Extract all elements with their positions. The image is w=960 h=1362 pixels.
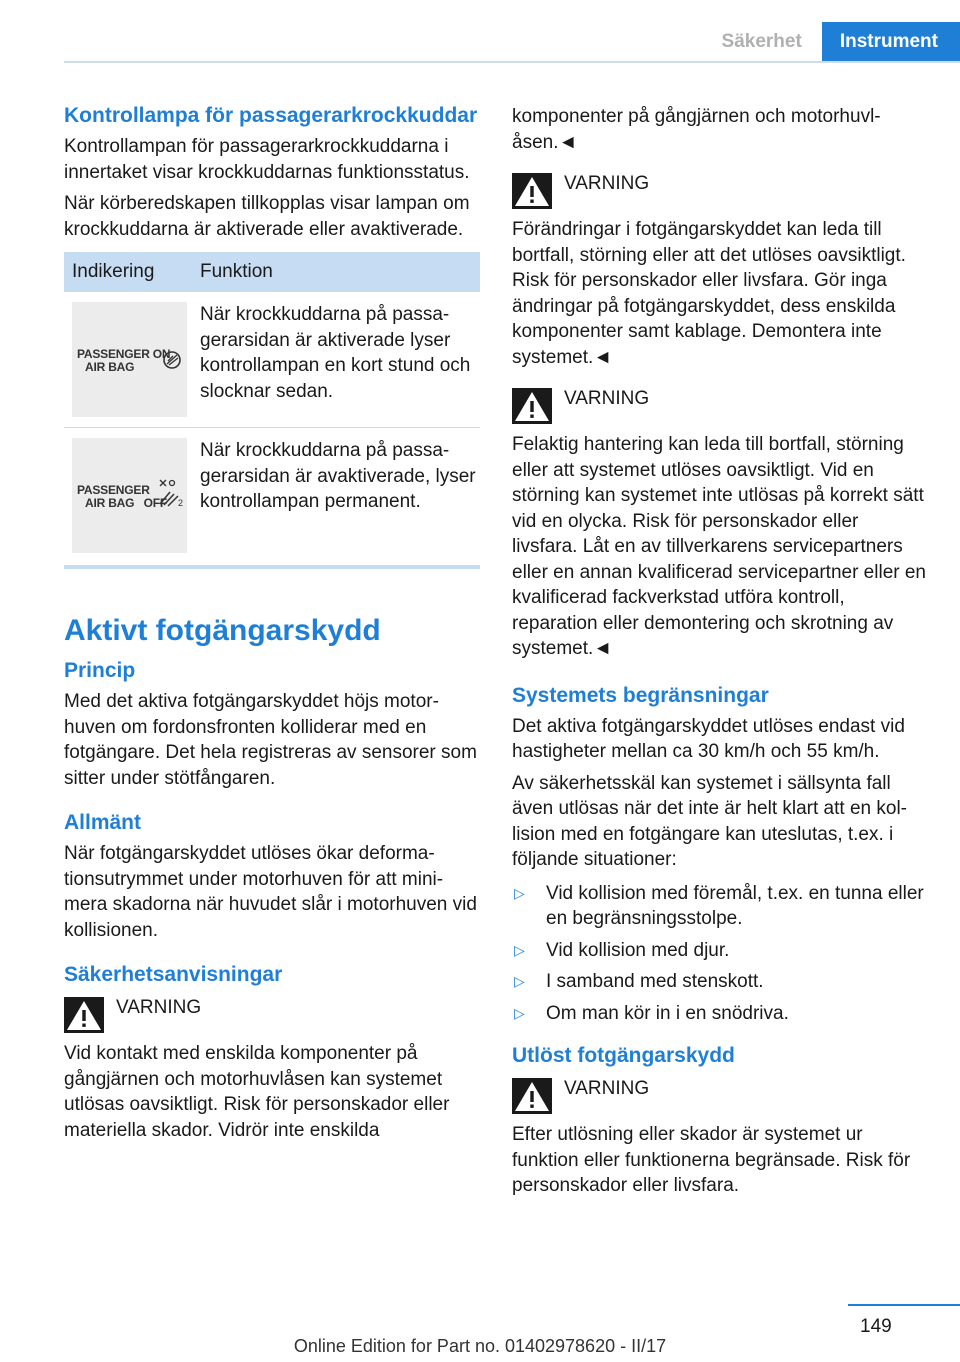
warning-triangle-icon (64, 997, 104, 1033)
paragraph-princip: Med det aktiva fotgängarskyddet höjs motorhuven om fordonsfronten kolliderar med en fotgängare. Det hela registreras av sensorer som sitter under stötfångaren. (64, 691, 477, 789)
indicator-table (64, 252, 480, 569)
bullet-triangle-icon: ▷ (514, 884, 525, 901)
lamp-passenger-airbag-off (72, 438, 187, 553)
bullet-triangle-icon: ▷ (514, 973, 525, 989)
warning-triangle-icon (512, 173, 552, 209)
airbag-on-icon (162, 350, 182, 370)
warning-text-2: Förändringar i fotgängarskyddet kan leda till bortfall, störning eller att det utlöses oavsiktligt. Risk för personskador eller livsfara. Gör inga ändringar på fotgängarskyddet, dess enskilda komponenter samt kablage. Demontera inte systemet.◄ (512, 219, 906, 368)
paragraph-continued: komponenter på gångjärnen och motorhuvlåsen.◄ (512, 106, 881, 153)
paragraph-begransningar-1: Det aktiva fotgängarskyddet utlöses endast vid hastigheter mellan ca 30 km/h och 55 km/h. (512, 715, 905, 762)
lamp-label-line2: AIR BAG (85, 360, 135, 374)
warning-triangle-icon (512, 1078, 552, 1114)
heading-allmant: Allmänt (64, 811, 142, 834)
heading-systemets-begransningar: Systemets begränsningar (512, 683, 769, 707)
warning-block-3 (512, 386, 928, 426)
heading-utlost-fotgangarskydd: Utlöst fotgängarskydd (512, 1044, 735, 1067)
list-item: ▷ Vid kollision med djur. (512, 938, 928, 964)
warning-title: VARNING (116, 997, 202, 1018)
warning-title: VARNING (564, 388, 650, 409)
footer-edition: Online Edition for Part no. 01402978620 - II/17 (293, 1336, 667, 1356)
left-column (64, 104, 480, 1143)
right-column (512, 104, 928, 1199)
list-item: ▷ I samband med stenskott. (512, 969, 928, 995)
lamp-label-line1: PASSENGER ON (77, 347, 171, 361)
bullet-triangle-icon: ▷ (514, 941, 525, 958)
heading-aktivt-fotgangarskydd: Aktivt fotgängarskydd (64, 614, 381, 647)
list-item: ▷ Vid kollision med föremål, t.ex. en tunna eller en begränsningsstolpe. (514, 882, 924, 929)
bullet-triangle-icon: ▷ (514, 1004, 525, 1021)
header-divider (64, 61, 960, 63)
footer-divider (848, 1304, 960, 1306)
warning-block-1 (64, 995, 480, 1035)
warning-block-2 (512, 171, 928, 211)
warning-text-1: Vid kontakt med enskilda komponenter på gångjärnen och motorhuvlåsen kan systemet utlösas oavsiktligt. Risk för personskador eller materiella skador. Vidrör inte enskilda (64, 1043, 450, 1141)
table-row (64, 292, 480, 428)
lamp-label-line1: PASSENGER (77, 483, 150, 497)
warning-title: VARNING (564, 173, 650, 194)
table-header-funktion: Funktion (200, 261, 273, 282)
table-header-indikering: Indikering (72, 261, 155, 282)
heading-sakerhetsanvisningar: Säkerhetsanvisningar (64, 963, 283, 986)
paragraph-begransningar-2: Av säkerhetsskäl kan systemet i sällsynta fall även utlösas när det inte är helt klart att en kollision med en fotgängare kan uteslutas, t.ex. i följande situationer: (512, 772, 907, 870)
paragraph-kontrollampa-1: Kontrollampan för passagerarkrockkuddarna i innertaket visar krockkuddarnas funktionsstatus. (64, 136, 470, 183)
paragraph-allmant: När fotgängarskyddet utlöses ökar deformationsutrymmet under motorhuven för att minimera skadorna när huvudet slår i motorhuven vid kollisionen. (64, 843, 477, 941)
warning-text-3: Felaktig hantering kan leda till bortfall, störning eller att systemet utlöses oavsiktligt. Vid en störning kan systemet inte utlösas på korrekt sätt vid en olycka. Risk för personskador eller livsfara. Låt en av tillverkarens servicepartners eller en annan kvalificerad servicepartner eller en kvalificerad fackverkstad utföra kontroll, reparation eller demontering och skrotning av systemet.◄ (512, 434, 927, 659)
table-cell-function-on: När krockkuddarna på passagerarsidan är aktiverade lyser kontrollampan en kort stund och slocknar sedan. (200, 304, 471, 402)
table-row (64, 428, 480, 569)
tab-instrument[interactable]: Instrument (822, 22, 960, 62)
heading-princip: Princip (64, 659, 136, 682)
warning-title: VARNING (564, 1078, 650, 1099)
list-item: ▷ Om man kör in i en snödriva. (512, 1001, 928, 1027)
page-number: 149 (860, 1316, 892, 1337)
airbag-off-icon (156, 478, 184, 508)
lamp-label-line2: AIR BAG OFF (85, 496, 168, 510)
situation-list (512, 881, 928, 1027)
table-header (64, 252, 480, 292)
lamp-passenger-airbag-on (72, 302, 187, 417)
warning-block-4 (512, 1076, 928, 1116)
heading-kontrollampa: Kontrollampa för passagerarkrockkuddar (64, 104, 478, 127)
tab-sakerhet[interactable]: Säkerhet (702, 22, 822, 62)
paragraph-kontrollampa-2: När körberedskapen tillkopplas visar lampan om krockkuddarna är aktiverade eller avaktiverade. (64, 193, 470, 240)
header-tabs (702, 22, 960, 62)
svg-text:2: 2 (178, 498, 184, 508)
warning-text-4: Efter utlösning eller skador är systemet ur funktion eller funktionerna begränsade. Risk för personskador eller livsfara. (512, 1124, 911, 1196)
warning-triangle-icon (512, 388, 552, 424)
table-cell-function-off: När krockkuddarna på passagerarsidan är avaktiverade, lyser kontrollampan permanent. (200, 440, 476, 512)
